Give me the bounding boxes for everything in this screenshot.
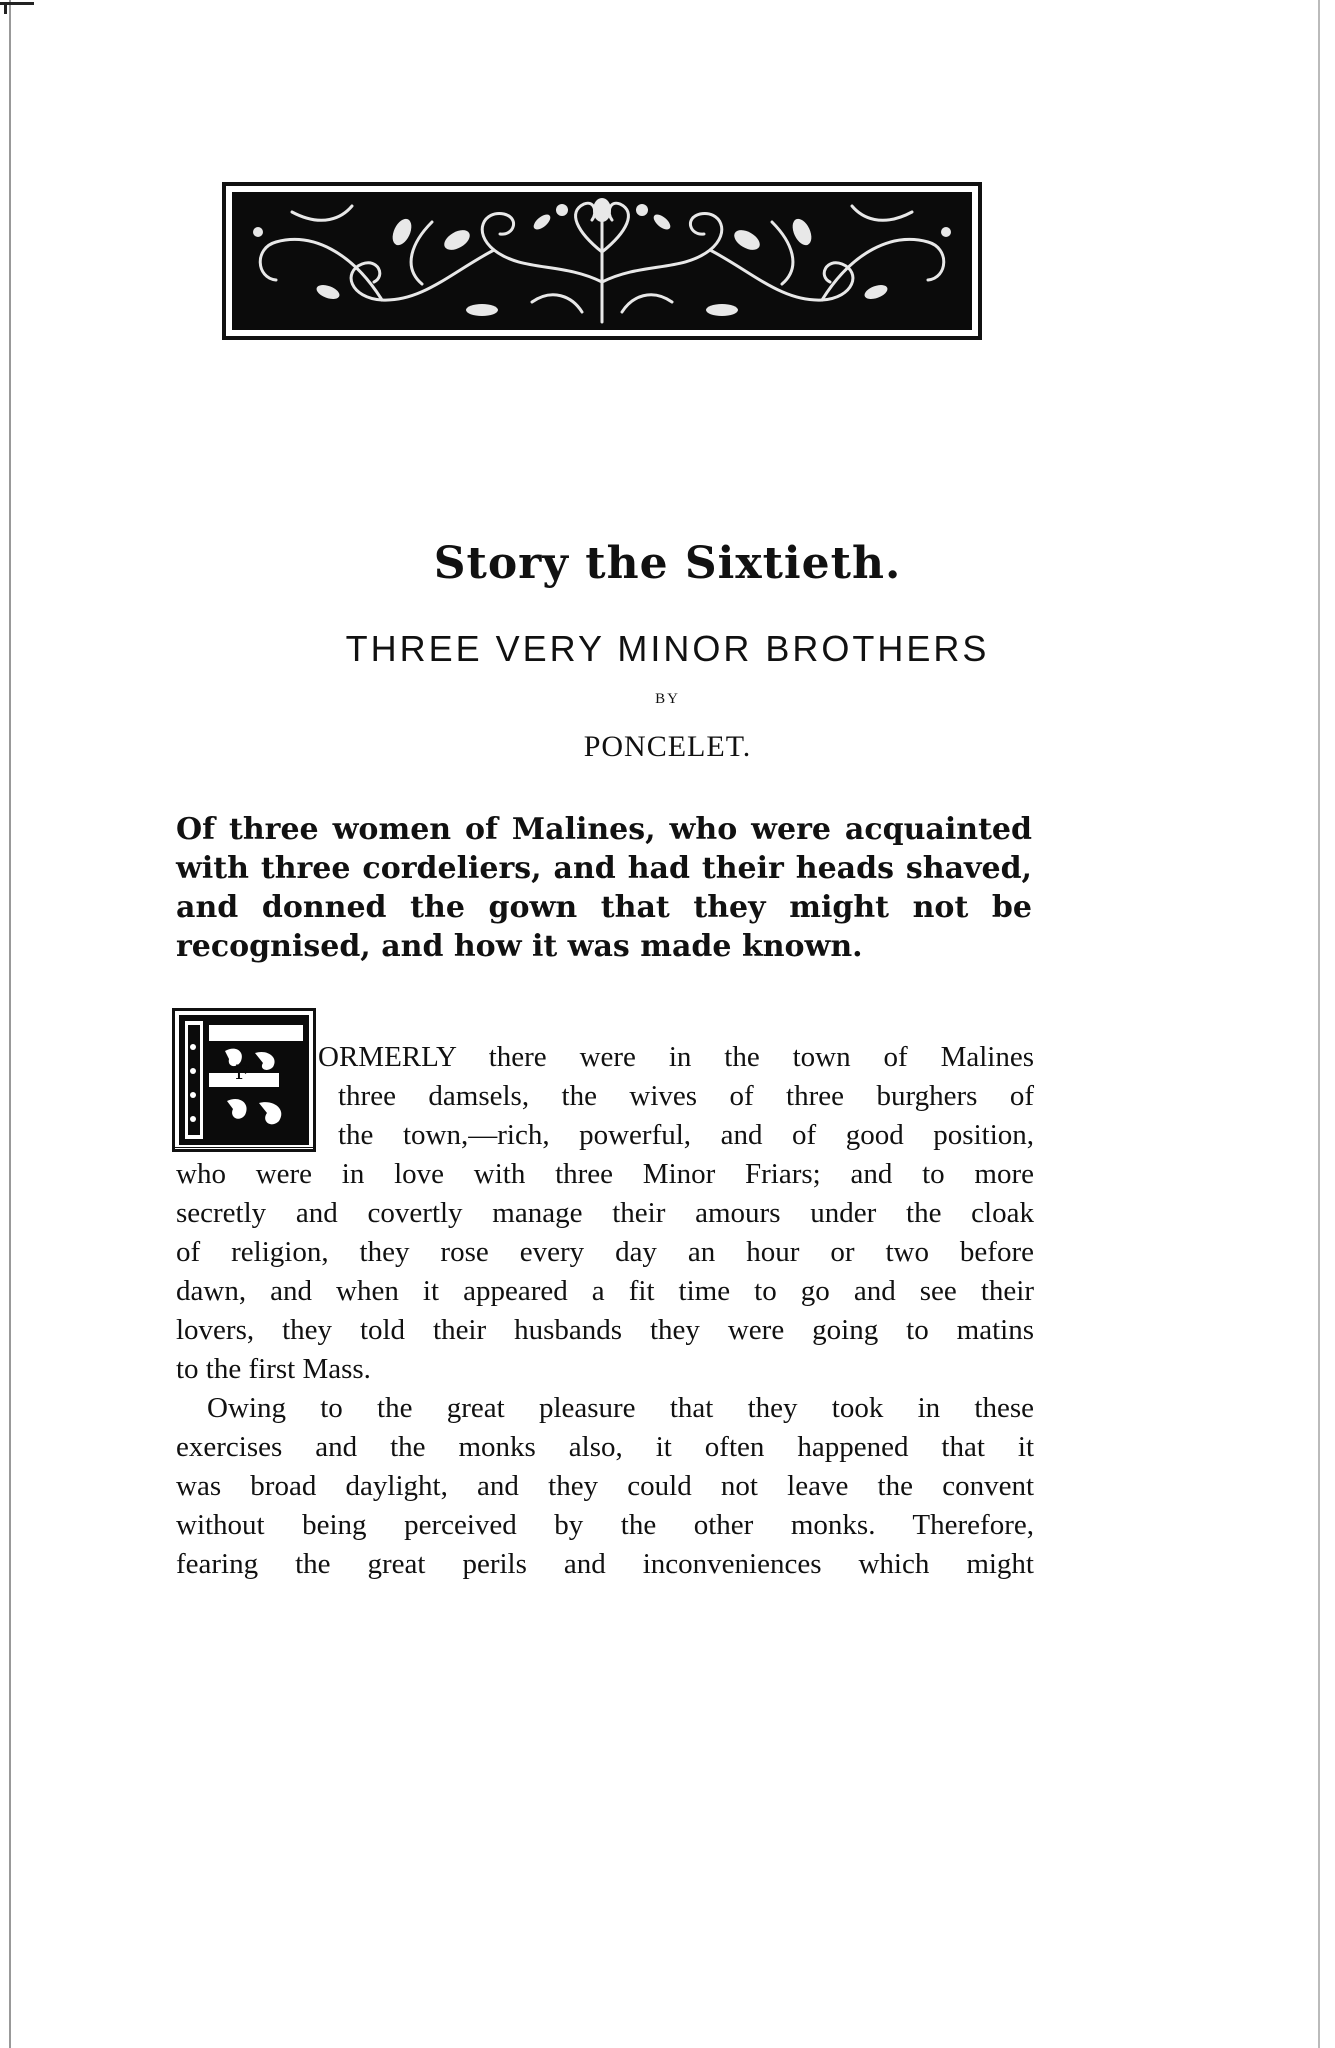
scan-edge-right [1318,0,1320,2048]
body-line: lovers, they told their husbands they were going to matins [176,1314,1034,1346]
body-line: fearing the great perils and inconveniences which might [176,1548,1034,1580]
corner-mark [0,0,40,14]
story-argument: Of three women of Malines, who were acquainted with three cordeliers, and had their heads shaved, and donned the gown that they might not be recognised, and how it was made known. [176,812,1032,964]
floral-ornament-icon [232,192,972,330]
story-title: Story the Sixtieth. [433,538,902,589]
body-line: secretly and covertly manage their amours under the cloak [176,1197,1034,1229]
author-name: PONCELET. [583,730,752,763]
body-line: of religion, they rose every day an hour or two before [176,1236,1034,1268]
by-label: BY [655,691,680,707]
body-line: ORMERLY there were in the town of Malines [318,1041,1034,1073]
body-line: the town,—rich, powerful, and of good position, [338,1119,1034,1151]
body-line: without being perceived by the other monks. Therefore, [176,1509,1034,1541]
body-line: to the first Mass. [176,1353,371,1385]
body-line: was broad daylight, and they could not leave the convent [176,1470,1034,1502]
ornamental-initial-icon [172,1008,316,1152]
svg-text:F: F [235,1060,249,1084]
body-line: dawn, and when it appeared a fit time to go and see their [176,1275,1034,1307]
body-line: exercises and the monks also, it often happened that it [176,1431,1034,1463]
body-line: Owing to the great pleasure that they took in these [207,1392,1034,1424]
body-line: three damsels, the wives of three burghers of [338,1080,1034,1112]
story-heading: THREE VERY MINOR BROTHERS [345,628,990,669]
scan-edge-left [9,0,11,2048]
ornamental-banner [222,182,982,340]
body-line: who were in love with three Minor Friars; and to more [176,1158,1034,1190]
drop-cap-base-rule [172,1147,316,1152]
